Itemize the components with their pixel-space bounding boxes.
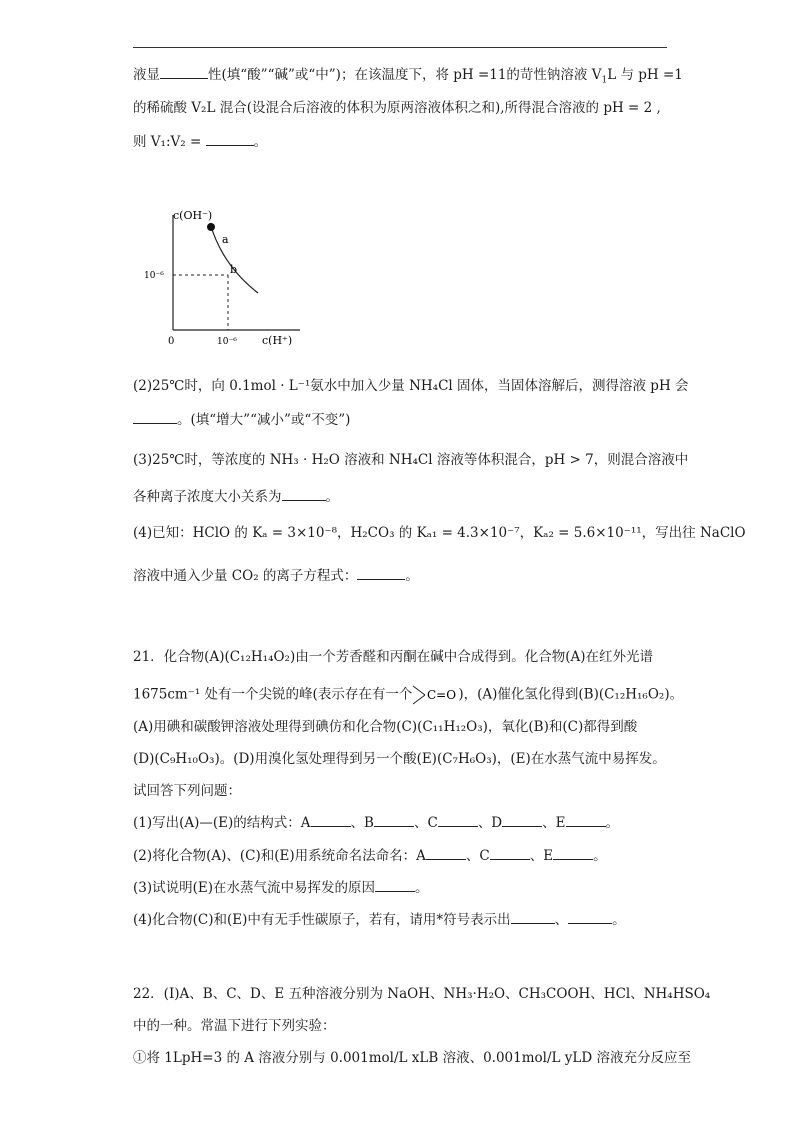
answer-blank-b[interactable] xyxy=(374,814,414,827)
y-axis-label: c(OH⁻) xyxy=(173,209,213,222)
curve xyxy=(210,223,258,293)
q4-line-2: 溶液中通入少量 CO₂ 的离子方程式： 。 xyxy=(133,568,419,584)
point-b-label: b xyxy=(230,263,238,276)
q21-line-5: 试回答下列问题： xyxy=(133,783,241,799)
prev-line-3: 则 V₁:V₂ = 。 xyxy=(133,134,268,150)
answer-blank[interactable] xyxy=(206,133,254,146)
q21-line-4: (D)(C₉H₁₀O₃)。(D)用溴化氢处理得到另一个酸(E)(C₇H₆O₃)，(E)在水蒸气流中易挥发。 xyxy=(133,751,666,767)
answer-blank-1[interactable] xyxy=(511,911,555,924)
answer-blank-d[interactable] xyxy=(502,814,542,827)
answer-blank[interactable] xyxy=(133,411,177,424)
answer-blank-2[interactable] xyxy=(568,911,612,924)
answer-blank-c[interactable] xyxy=(438,814,478,827)
carbonyl-structure xyxy=(412,684,458,706)
q3-line-2: 各种离子浓度大小关系为 。 xyxy=(133,489,339,505)
q22-line-1: 22．(I)A、B、C、D、E 五种溶液分别为 NaOH、NH₃·H₂O、CH₃COOH、HCl、NH₄HSO₄ xyxy=(133,986,711,1002)
q22-line-2: 中的一种。常温下进行下列实验： xyxy=(133,1018,336,1034)
prev-line-1: 液显 性(填“酸”“碱”或“中”)；在该温度下，将 pH =11的苛性钠溶液 $V_1L$ 与 pH =1 xyxy=(133,67,683,86)
q21-line-2: 1675cm⁻¹ 处有一个尖锐的峰(表示存在有一个 C=O )，(A)催化氢化得到(B)(C₁₂H₁₆O₂)。 xyxy=(133,684,683,706)
x-axis-label: c(H⁺) xyxy=(262,334,293,345)
origin-label: 0 xyxy=(168,336,175,345)
x-tick-label: 10⁻⁶ xyxy=(217,337,237,345)
answer-blank-e[interactable] xyxy=(566,814,606,827)
y-tick-label: 10⁻⁶ xyxy=(144,271,164,281)
carbonyl-label: C=O xyxy=(427,688,457,702)
answer-blank-a[interactable] xyxy=(311,814,351,827)
answer-blank[interactable] xyxy=(375,879,415,892)
q2-line-2: 。(填“增大”“减小”或“不变”) xyxy=(133,410,350,430)
answer-blank[interactable] xyxy=(357,567,405,580)
point-a-marker xyxy=(207,223,215,231)
answer-blank-e[interactable] xyxy=(553,847,593,860)
top-rule xyxy=(133,47,667,48)
q3-line-1: (3)25℃时，等浓度的 NH₃ · H₂O 溶液和 NH₄Cl 溶液等体积混合，pH > 7，则混合溶液中 xyxy=(133,452,689,468)
q21-sub-3: (3)试说明(E)在水蒸气流中易挥发的原因 。 xyxy=(133,880,429,896)
point-a-label: a xyxy=(222,233,229,246)
answer-blank-a[interactable] xyxy=(426,847,466,860)
answer-blank[interactable] xyxy=(282,488,326,501)
answer-blank-c[interactable] xyxy=(490,847,530,860)
q22-line-3: ①将 1LpH=3 的 A 溶液分别与 0.001mol/L xLB 溶液、0.001mol/L yLD 溶液充分反应至 xyxy=(133,1050,691,1066)
q21-line-3: (A)用碘和碳酸钾溶液处理得到碘仿和化合物(C)(C₁₁H₁₂O₃)，氧化(B)和(C)都得到酸 xyxy=(133,719,638,735)
q21-sub-4: (4)化合物(C)和(E)中有无手性碳原子，若有，请用*符号表示出 、 。 xyxy=(133,912,626,928)
q21-sub-2: (2)将化合物(A)、(C)和(E)用系统命名法命名：A 、C 、E 。 xyxy=(133,848,607,864)
q21-line-1: 21．化合物(A)(C₁₂H₁₄O₂)由一个芳香醛和丙酮在碱中合成得到。化合物(A)在红外光谱 xyxy=(133,649,654,665)
ion-product-graph xyxy=(140,205,310,345)
answer-blank[interactable] xyxy=(160,66,208,79)
prev-line-2: 的稀硫酸 V₂L 混合(设混合后溶液的体积为原两溶液体积之和),所得混合溶液的 pH = 2 , xyxy=(133,100,661,116)
q2-line-1: (2)25℃时，向 0.1mol · L⁻¹氨水中加入少量 NH₄Cl 固体，当固体溶解后，测得溶液 pH 会 xyxy=(133,378,689,394)
q21-sub-1: (1)写出(A)—(E)的结构式：A 、B 、C 、D 、E 。 xyxy=(133,815,619,831)
q4-line-1: (4)已知：HClO 的 Kₐ = 3×10⁻⁸，H₂CO₃ 的 Kₐ₁ = 4.3×10⁻⁷，Kₐ₂ = 5.6×10⁻¹¹，写出往 NaClO xyxy=(133,525,746,541)
